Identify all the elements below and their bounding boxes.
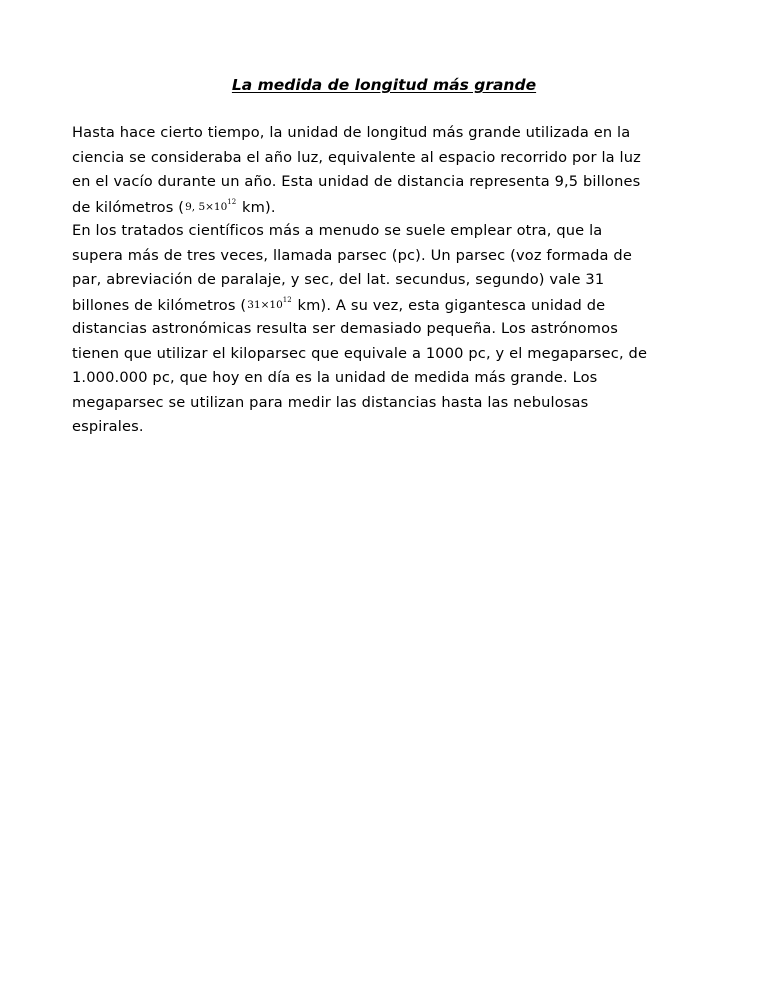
line4-text-after: km).: [237, 198, 276, 216]
math-exponent: 12: [227, 197, 237, 206]
text-line-3: en el vacío durante un año. Esta unidad de distancia representa 9,5 billones: [72, 173, 641, 190]
math-exponent: 12: [282, 295, 292, 304]
math-base: 31×10: [247, 298, 283, 311]
text-line-5: En los tratados científicos más a menudo se suele emplear otra, que la: [72, 222, 603, 239]
text-line-4: [72, 195, 712, 220]
body-paragraph: [72, 121, 712, 440]
math-expression-31e12: [247, 295, 292, 311]
text-line-1: Hasta hace cierto tiempo, la unidad de longitud más grande utilizada en la: [72, 124, 631, 141]
text-line-13: espirales.: [72, 418, 144, 435]
text-line-9: distancias astronómicas resulta ser demasiado pequeña. Los astrónomos: [72, 320, 618, 337]
text-line-2: ciencia se consideraba el año luz, equivalente al espacio recorrido por la luz: [72, 148, 641, 166]
text-line-8: [72, 293, 712, 318]
math-base: 9, 5×10: [185, 200, 228, 213]
line4-text-before: de kilómetros (: [72, 198, 185, 216]
math-expression-9-5e12: [185, 197, 237, 213]
text-line-12: megaparsec se utilizan para medir las distancias hasta las nebulosas: [72, 393, 589, 411]
text-line-10: tienen que utilizar el kiloparsec que equivale a 1000 pc, y el megaparsec, de: [72, 344, 648, 362]
line8-text-after: km). A su vez, esta gigantesca unidad de: [292, 296, 606, 314]
text-line-7: par, abreviación de paralaje, y sec, del lat. secundus, segundo) vale 31: [72, 271, 605, 288]
text-line-6: supera más de tres veces, llamada parsec (pc). Un parsec (voz formada de: [72, 246, 632, 264]
text-line-11: 1.000.000 pc, que hoy en día es la unidad de medida más grande. Los: [72, 369, 598, 386]
line8-text-before: billones de kilómetros (: [72, 296, 247, 314]
document-title: La medida de longitud más grande: [231, 76, 537, 94]
